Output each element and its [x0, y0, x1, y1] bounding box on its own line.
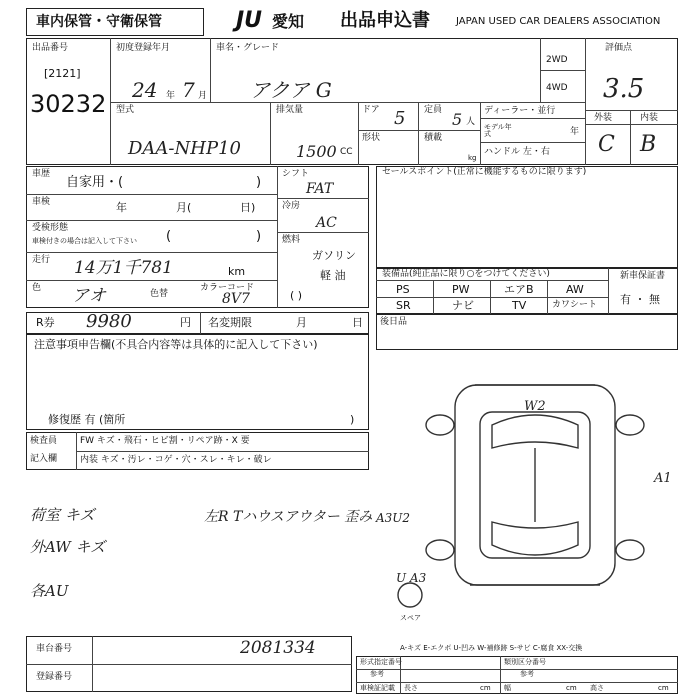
later-items-label: 後日品	[380, 317, 408, 327]
reg-no-label: 登録番号	[36, 672, 73, 682]
form-title: 出品申込書	[340, 10, 430, 31]
lot-label: 出品番号	[32, 43, 69, 53]
repair-label: 修復歴 有 (箇所	[48, 413, 126, 426]
cc-value: 1500	[296, 142, 337, 161]
history-label: 車歴	[32, 169, 51, 179]
ext-value: C	[598, 132, 615, 157]
year-unit: 年	[166, 91, 176, 101]
equip-pw: PW	[452, 283, 470, 296]
shaken-year: 年	[116, 201, 127, 214]
cc-unit: CC	[340, 147, 353, 157]
year-unit-2: 年	[570, 127, 580, 137]
grade-label: 評価点	[605, 43, 633, 53]
shaken-month: 月(	[176, 201, 192, 214]
cm-3: cm	[658, 684, 669, 692]
note-1: 荷室 キズ	[30, 506, 95, 524]
grade-value: 3.5	[603, 74, 645, 104]
shaken-day: 日)	[240, 201, 256, 214]
legend-3: 類別区分番号	[504, 658, 546, 666]
transfer-label: 名変期限	[208, 316, 252, 329]
inspector-label-2: 記入欄	[30, 454, 58, 464]
legend-5: 参考	[520, 670, 534, 678]
int-label: 内装	[640, 113, 659, 123]
car-label: 車名・グレード	[216, 43, 280, 53]
cap-value: 5	[452, 110, 463, 129]
drive-4wd: 4WD	[546, 83, 568, 93]
recycle-label: R券	[36, 316, 55, 329]
ukemi-paren-close: )	[256, 229, 262, 244]
ukemi-label: 受検形態	[32, 223, 69, 233]
legend-2: 形式指定番号	[360, 658, 402, 666]
drive-2wd: 2WD	[546, 55, 568, 65]
warranty-value: 有 ・ 無	[620, 293, 660, 306]
chassis-label: 車台番号	[36, 644, 73, 654]
color-code: 8V7	[222, 291, 250, 307]
diag-mark-2: A1	[654, 471, 672, 486]
cc-label: 排気量	[276, 105, 304, 115]
cap-unit: 人	[466, 117, 476, 127]
diag-mark-4: U A3	[396, 571, 427, 585]
model-label: 型式	[116, 105, 135, 115]
reg-month: 7	[182, 78, 195, 102]
color-value: アオ	[72, 286, 106, 306]
mileage-value: 14万1千781	[74, 258, 173, 278]
cert-label: 車検証記載	[360, 684, 395, 692]
legend-1: A-キズ E-エクボ U-凹み W-補修跡 S-サビ C-腐食 XX-交換	[400, 644, 583, 652]
equip-airbag: エアB	[504, 283, 534, 296]
equip-navi: ナビ	[452, 299, 474, 312]
repair-close: )	[350, 413, 355, 426]
inspector-row-1: FW キズ・飛石・ヒビ割・リペア跡・X 要	[80, 436, 250, 446]
inspector-label-1: 検査員	[30, 436, 58, 446]
int-value: B	[640, 132, 657, 157]
lot-number: 30232	[30, 90, 107, 118]
model-value: DAA-NHP10	[128, 138, 241, 159]
recycle-amount: 9980	[86, 311, 132, 332]
history-value: 自家用・(	[66, 175, 124, 190]
lot-sub: [2121]	[44, 67, 81, 80]
transfer-day: 日	[352, 316, 363, 329]
ukemi-sub: 車検付きの場合は記入して下さい	[32, 237, 137, 245]
load-label: 積載	[424, 133, 443, 143]
sales-label: セールスポイント(正常に機能するものに限ります)	[382, 167, 587, 177]
org-name: 愛知	[272, 12, 305, 31]
length-label: 長さ	[404, 684, 418, 692]
month-unit: 月	[198, 91, 208, 101]
recycle-yen: 円	[180, 316, 191, 329]
color-code-label: カラーコード	[200, 283, 255, 293]
equip-seat: カワシート	[552, 300, 598, 310]
fuel-paren: ( )	[290, 289, 303, 302]
notes-label: 注意事項申告欄(不具合内容等は具体的に記入して下さい)	[34, 338, 318, 351]
fuel-gasoline: ガソリン	[312, 249, 356, 262]
note-3: 外AW キズ	[30, 538, 106, 556]
ac-label: 冷房	[282, 201, 301, 211]
kg-unit: kg	[468, 154, 477, 162]
fuel-label: 燃料	[282, 235, 301, 245]
door-label: ドア	[362, 105, 380, 115]
storage-label: 車内保管・守衛保管	[36, 14, 162, 30]
color-label: 色	[32, 283, 42, 293]
shift-label: シフト	[282, 169, 310, 179]
ju-logo: JU	[236, 8, 263, 33]
mileage-label: 走行	[32, 255, 51, 265]
equip-sr: SR	[396, 299, 411, 312]
equip-ps: PS	[396, 283, 410, 296]
width-label: 幅	[504, 684, 511, 692]
shaken-label: 車検	[32, 197, 51, 207]
note-2: 左R Tハウスアウター 歪み	[204, 509, 373, 525]
km-unit: km	[228, 265, 246, 278]
equip-label: 装備品(純正品に限り○をつけてください)	[382, 269, 550, 279]
equip-aw: AW	[566, 283, 584, 296]
shift-value: FAT	[306, 181, 334, 197]
chassis-value: 2081334	[240, 638, 316, 658]
model-year-label: モデル年式	[484, 123, 512, 138]
transfer-month: 月	[296, 316, 307, 329]
ukemi-paren-open: (	[166, 229, 172, 244]
reg-label: 初度登録年月	[116, 43, 171, 53]
shape-label: 形状	[362, 133, 381, 143]
door-value: 5	[394, 108, 406, 129]
dealer-label: ディーラー・並行	[484, 106, 556, 116]
diag-mark-3: A3U2	[376, 511, 411, 525]
height-label: 高さ	[590, 684, 604, 692]
cap-label: 定員	[424, 105, 443, 115]
ac-value: AC	[316, 215, 337, 231]
history-close: )	[256, 175, 262, 190]
repaint-label: 色替	[150, 289, 169, 299]
inspector-row-2: 内装 キズ・汚レ・コゲ・穴・スレ・キレ・破レ	[80, 455, 272, 465]
reg-year: 24	[132, 78, 158, 102]
spare-label: スペア	[400, 614, 421, 622]
fuel-diesel: 軽 油	[320, 269, 346, 282]
car-name: アクア G	[250, 78, 332, 102]
diag-mark-1: W2	[524, 399, 546, 414]
english-title: JAPAN USED CAR DEALERS ASSOCIATION	[456, 16, 661, 27]
cm-1: cm	[480, 684, 491, 692]
warranty-label: 新車保証書	[620, 271, 666, 281]
equip-tv: TV	[512, 299, 527, 312]
cm-2: cm	[566, 684, 577, 692]
legend-4: 参考	[370, 670, 384, 678]
note-4: 各AU	[30, 582, 69, 600]
ext-label: 外装	[594, 113, 613, 123]
handle-label: ハンドル 左・右	[484, 147, 550, 157]
